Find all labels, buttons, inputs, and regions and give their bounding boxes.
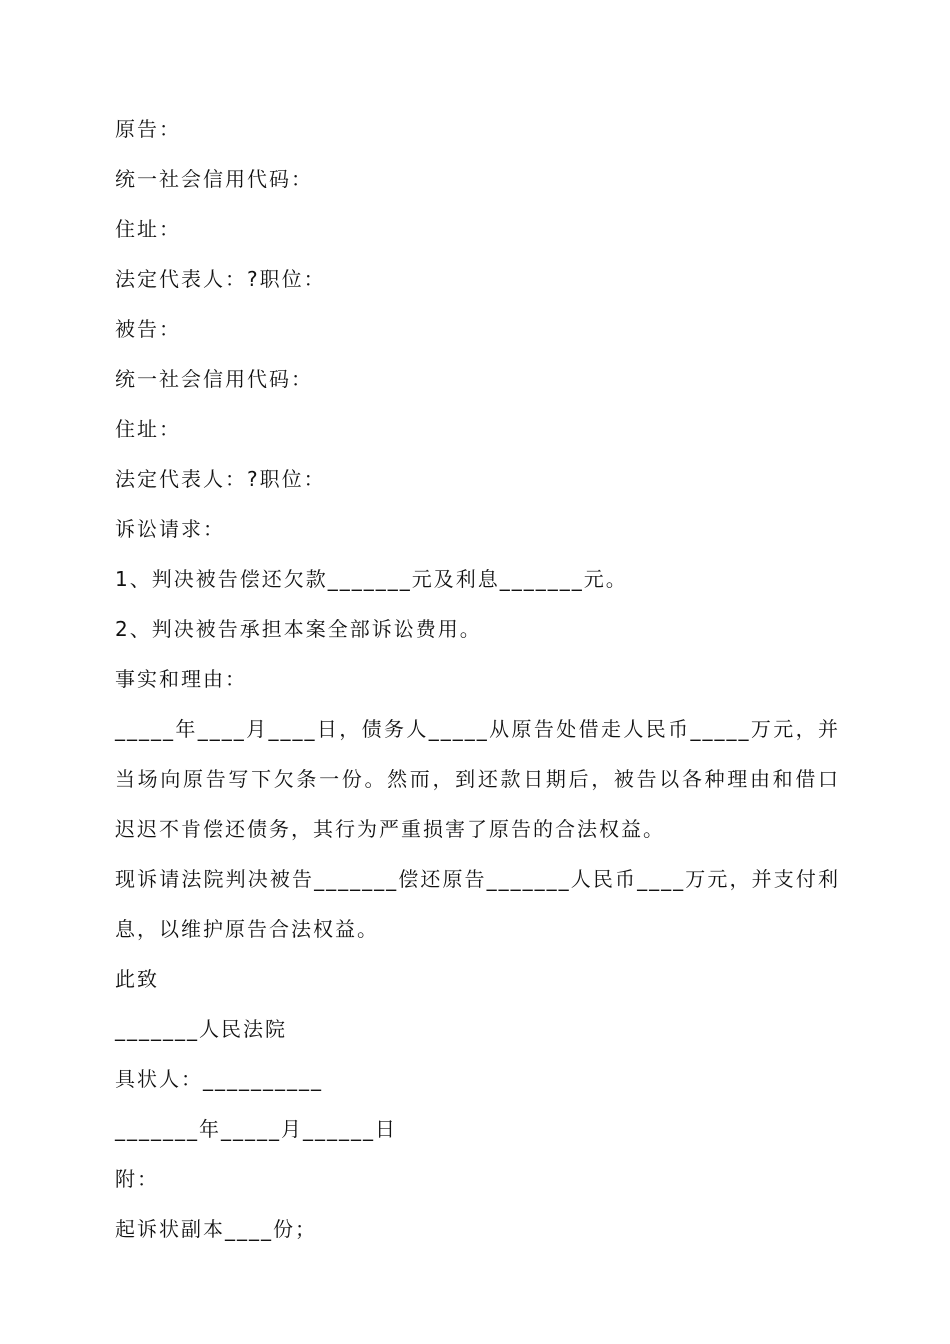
facts-paragraph-2: 现诉请法院判决被告_______偿还原告_______人民币____万元，并支付利息，以维护原告合法权益。 <box>115 867 840 941</box>
court-name: _______人民法院 <box>115 1017 287 1041</box>
document-body <box>115 104 840 1254</box>
claim-item-2: 2、判决被告承担本案全部诉讼费用。 <box>115 617 482 641</box>
plaintiff-credit-code-label: 统一社会信用代码： <box>115 167 313 191</box>
defendant-address-label: 住址： <box>115 417 181 441</box>
plaintiff-representative-label: 法定代表人：?职位： <box>115 267 326 291</box>
date-line: _______年_____月______日 <box>115 1117 397 1141</box>
defendant-credit-code-label: 统一社会信用代码： <box>115 367 313 391</box>
claim-item-1: 1、判决被告偿还欠款_______元及利息_______元。 <box>115 567 628 591</box>
attachment-item: 起诉状副本____份； <box>115 1217 317 1241</box>
plaintiff-label: 原告： <box>115 117 181 141</box>
defendant-label: 被告： <box>115 317 181 341</box>
facts-heading: 事实和理由： <box>115 667 247 691</box>
signer-line: 具状人：__________ <box>115 1067 323 1091</box>
defendant-representative-label: 法定代表人：?职位： <box>115 467 326 491</box>
plaintiff-address-label: 住址： <box>115 217 181 241</box>
attachment-label: 附： <box>115 1167 159 1191</box>
facts-paragraph-1: _____年____月____日，债务人_____从原告处借走人民币_____万元，并当场向原告写下欠条一份。然而，到还款日期后，被告以各种理由和借口迟迟不肯偿还债务，其行为严重损害了原告的合法权益。 <box>115 717 840 841</box>
salutation: 此致 <box>115 967 159 991</box>
claims-heading: 诉讼请求： <box>115 517 225 541</box>
